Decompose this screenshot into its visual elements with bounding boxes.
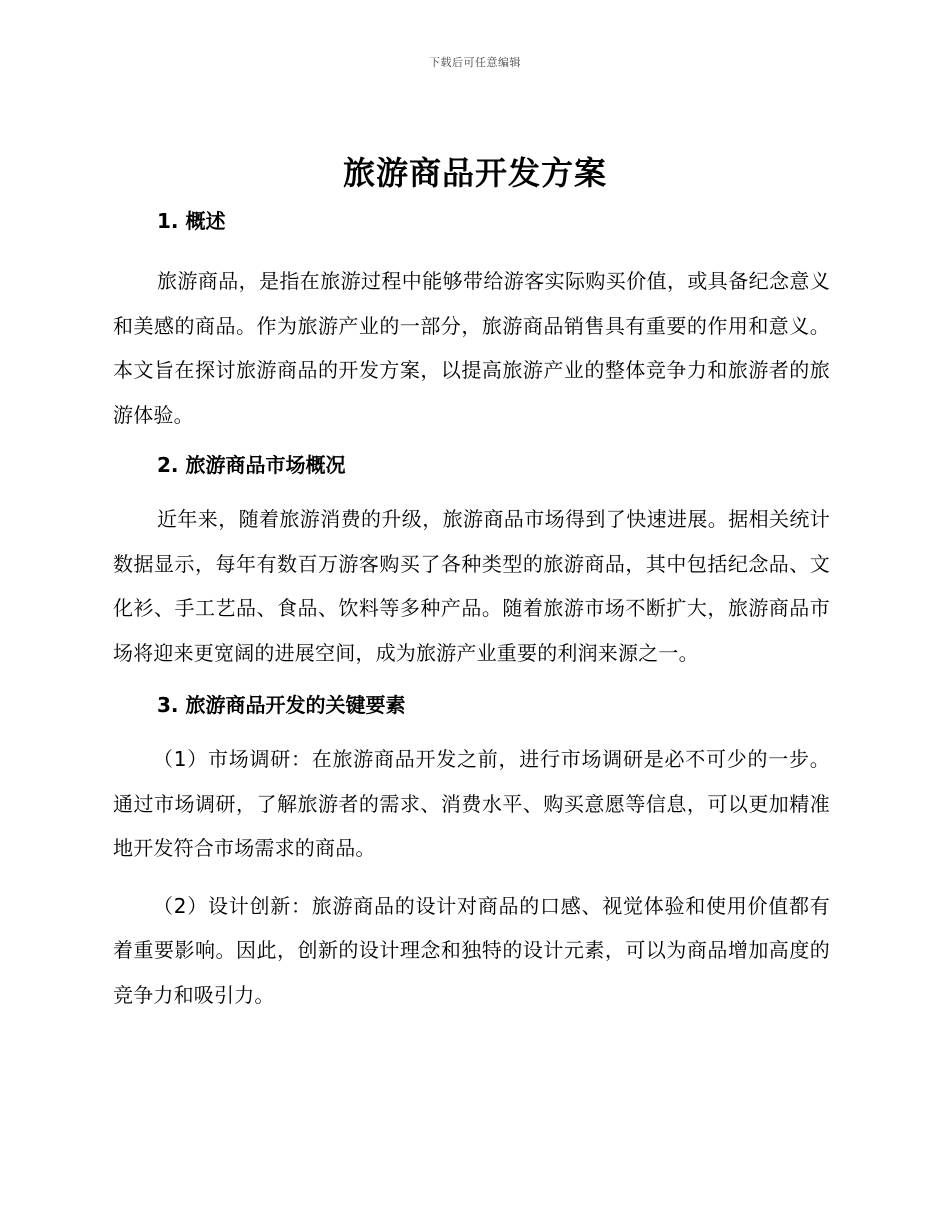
document-body: [113, 205, 830, 1017]
paragraph-overview: 旅游商品，是指在旅游过程中能够带给游客实际购买价值，或具备纪念意义和美感的商品。作为旅游产业的一部分，旅游商品销售具有重要的作用和意义。本文旨在探讨旅游商品的开发方案，以提高旅游产业的整体竞争力和旅游者的旅游体验。: [113, 269, 830, 427]
paragraph-market: 近年来，随着旅游消费的升级，旅游商品市场得到了快速进展。据相关统计数据显示，每年有数百万游客购买了各种类型的旅游商品，其中包括纪念品、文化衫、手工艺品、食品、饮料等多种产品。随着旅游市场不断扩大，旅游商品市场将迎来更宽阔的进展空间，成为旅游产业重要的利润来源之一。: [113, 507, 830, 665]
section-heading-overview: 1. 概述: [157, 209, 226, 233]
section-heading-key-factors: 3. 旅游商品开发的关键要素: [157, 693, 406, 717]
paragraph-design-innovation: （2）设计创新：旅游商品的设计对商品的口感、视觉体验和使用价值都有着重要影响。因此，创新的设计理念和独特的设计元素，可以为商品增加高度的竞争力和吸引力。: [113, 893, 830, 1007]
section-heading-market: 2. 旅游商品市场概况: [157, 453, 346, 477]
document-title: 旅游商品开发方案: [342, 154, 607, 192]
paragraph-market-research: （1）市场调研：在旅游商品开发之前，进行市场调研是必不可少的一步。通过市场调研，了解旅游者的需求、消费水平、购买意愿等信息，可以更加精准地开发符合市场需求的商品。: [113, 747, 830, 860]
page-header-note: 下载后可任意编辑: [429, 56, 521, 69]
